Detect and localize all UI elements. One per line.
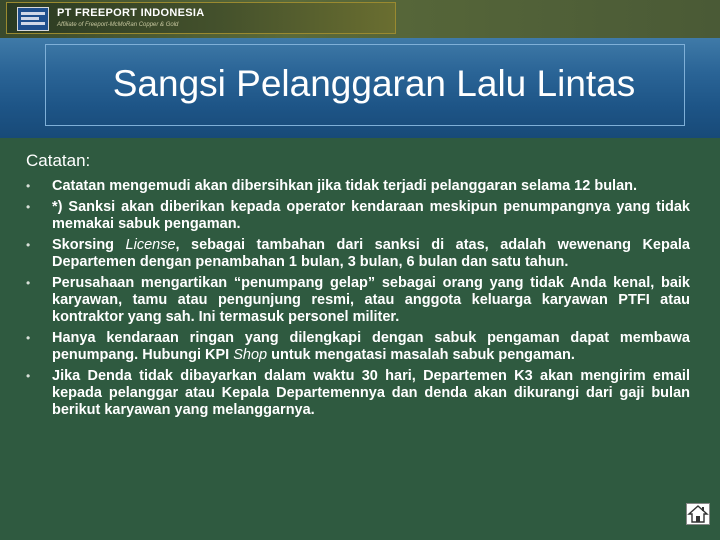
note-text: Perusahaan mengartikan “penumpang gelap” sebagai orang yang tidak Anda kenal, baik karyawan, tamu atau pengunjung resmi, atau anggota keluarga karyawan PTFI atau kontraktor yang sah. Ini termasuk personel militer. bbox=[52, 275, 690, 325]
note-emphasis: Shop bbox=[233, 347, 268, 363]
note-text: Catatan mengemudi akan dibersihkan jika tidak terjadi pelanggaran selama 12 bulan. bbox=[52, 178, 638, 194]
bullet-icon: • bbox=[26, 331, 31, 345]
notes-list bbox=[26, 178, 690, 419]
list-item bbox=[26, 330, 690, 364]
home-icon bbox=[687, 504, 709, 524]
content-area bbox=[26, 150, 690, 423]
company-tagline: Affiliate of Freeport-McMoRan Copper & Gold bbox=[57, 22, 179, 28]
note-text-before: Skorsing bbox=[52, 237, 126, 253]
company-name: PT FREEPORT INDONESIA bbox=[57, 7, 205, 19]
bullet-icon: • bbox=[26, 238, 31, 252]
page-title: Sangsi Pelanggaran Lalu Lintas bbox=[112, 63, 636, 104]
bullet-icon: • bbox=[26, 200, 31, 214]
note-text-before: Hanya kendaraan ringan yang dilengkapi dengan sabuk pengaman dapat membawa penumpang. Hubungi KPI bbox=[52, 330, 690, 363]
list-item bbox=[26, 178, 690, 195]
home-button[interactable] bbox=[686, 503, 710, 525]
list-item bbox=[26, 275, 690, 326]
note-text-after: , sebagai tambahan dari sanksi di atas, adalah wewenang Kepala Departemen dengan penambahan 1 bulan, 3 bulan, 6 bulan dan satu tahun. bbox=[52, 237, 690, 270]
note-emphasis: License bbox=[125, 237, 176, 253]
bullet-icon: • bbox=[26, 369, 31, 383]
bullet-icon: • bbox=[26, 276, 31, 290]
list-item bbox=[26, 199, 690, 233]
note-text-after: untuk mengatasi masalah sabuk pengaman. bbox=[267, 347, 575, 363]
section-heading: Catatan: bbox=[26, 151, 91, 170]
list-item bbox=[26, 368, 690, 419]
bullet-icon: • bbox=[26, 179, 31, 193]
note-text: Jika Denda tidak dibayarkan dalam waktu 30 hari, Departemen K3 akan mengirim email kepada pelanggar atau Kepala Departemennya dan denda akan dikurangi dari gaji bulan berikut karyawan yang melanggarnya. bbox=[52, 368, 690, 418]
note-text: *) Sanksi akan diberikan kepada operator kendaraan meskipun penumpangnya yang tidak memakai sabuk pengaman. bbox=[52, 199, 690, 232]
company-logo bbox=[17, 7, 49, 31]
list-item bbox=[26, 237, 690, 271]
company-logo-strip bbox=[6, 2, 396, 34]
